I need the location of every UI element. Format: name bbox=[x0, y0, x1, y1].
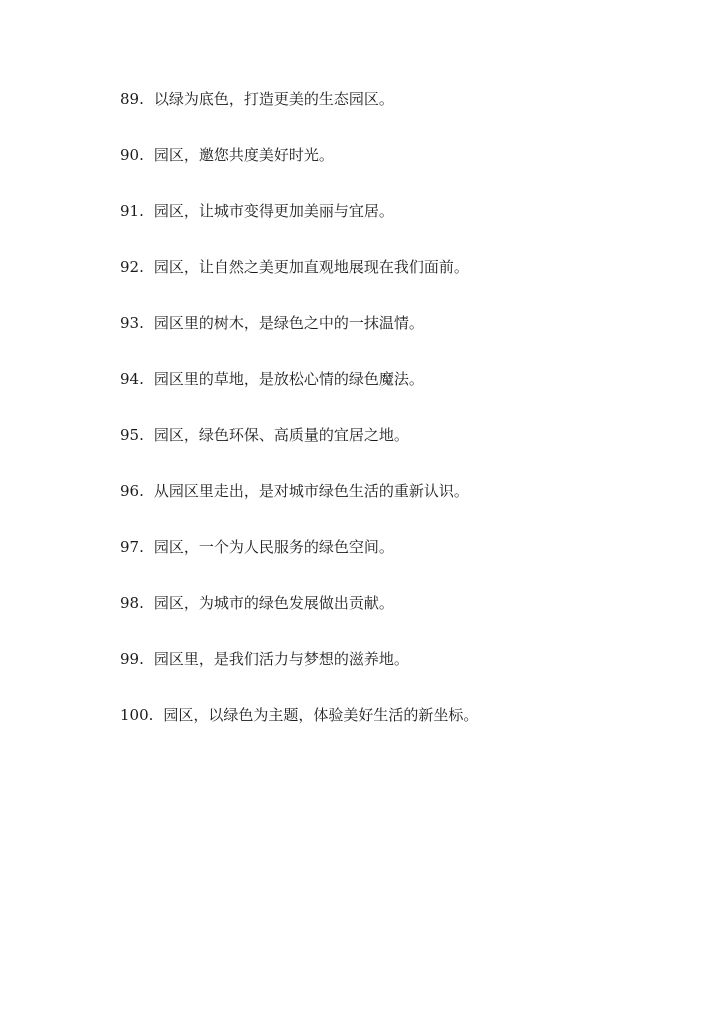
item-text: 园区，邀您共度美好时光。 bbox=[153, 146, 334, 164]
item-number: 90. bbox=[120, 146, 144, 164]
item-text: 园区里的草地，是放松心情的绿色魔法。 bbox=[153, 370, 424, 388]
item-number: 91. bbox=[120, 202, 144, 220]
item-text: 园区，一个为人民服务的绿色空间。 bbox=[153, 538, 394, 556]
list-item bbox=[120, 87, 680, 143]
item-text: 园区，以绿色为主题，体验美好生活的新坐标。 bbox=[163, 706, 479, 724]
item-text: 园区，让自然之美更加直观地展现在我们面前。 bbox=[153, 258, 469, 276]
item-number: 94. bbox=[120, 370, 144, 388]
item-text: 园区里的树木，是绿色之中的一抹温情。 bbox=[153, 314, 424, 332]
item-number: 95. bbox=[120, 426, 144, 444]
slogan-list bbox=[120, 87, 680, 759]
item-text: 以绿为底色，打造更美的生态园区。 bbox=[153, 90, 394, 108]
list-item bbox=[120, 703, 680, 759]
item-number: 89. bbox=[120, 90, 144, 108]
item-number: 99. bbox=[120, 650, 144, 668]
list-item bbox=[120, 143, 680, 199]
list-item bbox=[120, 311, 680, 367]
list-item bbox=[120, 423, 680, 479]
item-number: 96. bbox=[120, 482, 144, 500]
list-item bbox=[120, 199, 680, 255]
list-item bbox=[120, 535, 680, 591]
list-item bbox=[120, 367, 680, 423]
item-text: 园区，让城市变得更加美丽与宜居。 bbox=[153, 202, 394, 220]
list-item bbox=[120, 255, 680, 311]
list-item bbox=[120, 479, 680, 535]
item-text: 园区，为城市的绿色发展做出贡献。 bbox=[153, 594, 394, 612]
item-number: 98. bbox=[120, 594, 144, 612]
item-number: 100. bbox=[120, 706, 154, 724]
item-text: 从园区里走出，是对城市绿色生活的重新认识。 bbox=[153, 482, 469, 500]
item-number: 93. bbox=[120, 314, 144, 332]
list-item bbox=[120, 591, 680, 647]
list-item bbox=[120, 647, 680, 703]
item-text: 园区，绿色环保、高质量的宜居之地。 bbox=[153, 426, 409, 444]
item-number: 97. bbox=[120, 538, 144, 556]
item-text: 园区里，是我们活力与梦想的滋养地。 bbox=[153, 650, 409, 668]
item-number: 92. bbox=[120, 258, 144, 276]
